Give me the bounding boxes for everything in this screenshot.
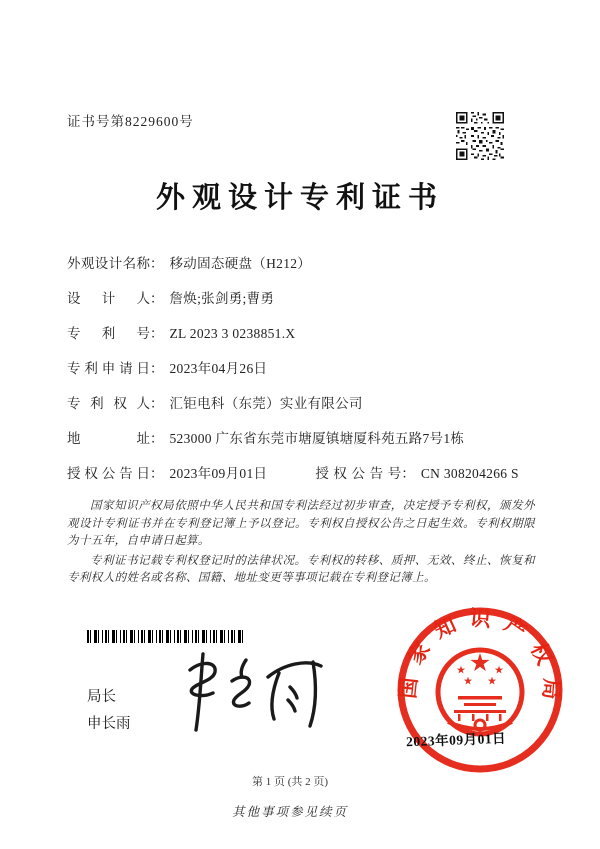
field-patentee xyxy=(67,392,543,412)
field-colon: ： xyxy=(150,396,164,411)
field-patent-number xyxy=(67,322,543,342)
field-label: 专利申请日 xyxy=(67,361,150,376)
field-label: 专利号 xyxy=(67,326,150,341)
field-colon: ： xyxy=(150,291,164,306)
page-number: 第 1 页 (共 2 页) xyxy=(251,776,329,788)
qr-code xyxy=(456,111,504,161)
continuation-note: 其他事项参见续页 xyxy=(231,805,348,819)
field-value: 汇钜电科（东莞）实业有限公司 xyxy=(169,396,363,411)
certificate-number: 证书号第8229600号 xyxy=(67,114,194,129)
seal-date: 2023年09月01日 xyxy=(405,730,507,750)
field-value: 詹焕;张剑勇;曹勇 xyxy=(169,291,275,306)
field-value: 523000 广东省东莞市塘厦镇塘厦科苑五路7号1栋 xyxy=(169,431,465,446)
field-design-name xyxy=(67,252,543,272)
field-application-date xyxy=(67,357,543,377)
field-colon: ： xyxy=(150,361,164,376)
page-title: 外观设计专利证书 xyxy=(155,182,444,214)
legal-paragraph-register: 专利证书记载专利权登记时的法律状况。专利权的转移、质押、无效、终止、恢复和专利权人的姓名或名称、国籍、地址变更等事项记载在专利登记簿上。 xyxy=(67,554,535,584)
field-label: 授权公告号 xyxy=(315,466,402,481)
director-name: 申长雨 xyxy=(87,716,131,732)
field-label: 授权公告日 xyxy=(67,466,150,481)
seal-agency-text: 国家知识产权局 xyxy=(395,605,564,713)
national-emblem xyxy=(438,650,522,734)
field-colon: ： xyxy=(401,466,415,481)
field-value: CN 308204266 S xyxy=(420,466,519,481)
field-grant-number xyxy=(315,466,518,481)
field-designer xyxy=(67,287,543,307)
director-block xyxy=(87,684,131,738)
director-title: 局长 xyxy=(87,689,116,705)
field-list xyxy=(67,252,543,497)
director-signature-image xyxy=(172,646,334,738)
field-colon: ： xyxy=(150,256,164,271)
field-value: ZL 2023 3 0238851.X xyxy=(169,326,296,341)
field-colon: ： xyxy=(150,326,164,341)
field-colon: ： xyxy=(150,431,164,446)
field-colon: ： xyxy=(150,466,164,481)
field-label: 专利权人 xyxy=(67,396,150,411)
field-label: 外观设计名称 xyxy=(67,256,150,271)
field-label: 设计人 xyxy=(67,291,150,306)
legal-paragraph-grant: 国家知识产权局依照中华人民共和国专利法经过初步审查，决定授予专利权，颁发外观设计专利证书并在专利登记簿上予以登记。专利权自授权公告之日起生效。专利权期限为十五年，自申请日起算。 xyxy=(67,500,535,547)
field-value: 2023年04月26日 xyxy=(169,361,268,376)
field-address xyxy=(67,427,543,447)
official-seal xyxy=(394,604,566,776)
barcode xyxy=(87,630,246,643)
field-grant-announcement xyxy=(67,462,543,482)
field-label: 地址 xyxy=(67,431,150,446)
legal-text xyxy=(67,498,535,590)
field-value: 移动固态硬盘（H212） xyxy=(169,256,312,271)
field-value: 2023年09月01日 xyxy=(169,466,268,481)
